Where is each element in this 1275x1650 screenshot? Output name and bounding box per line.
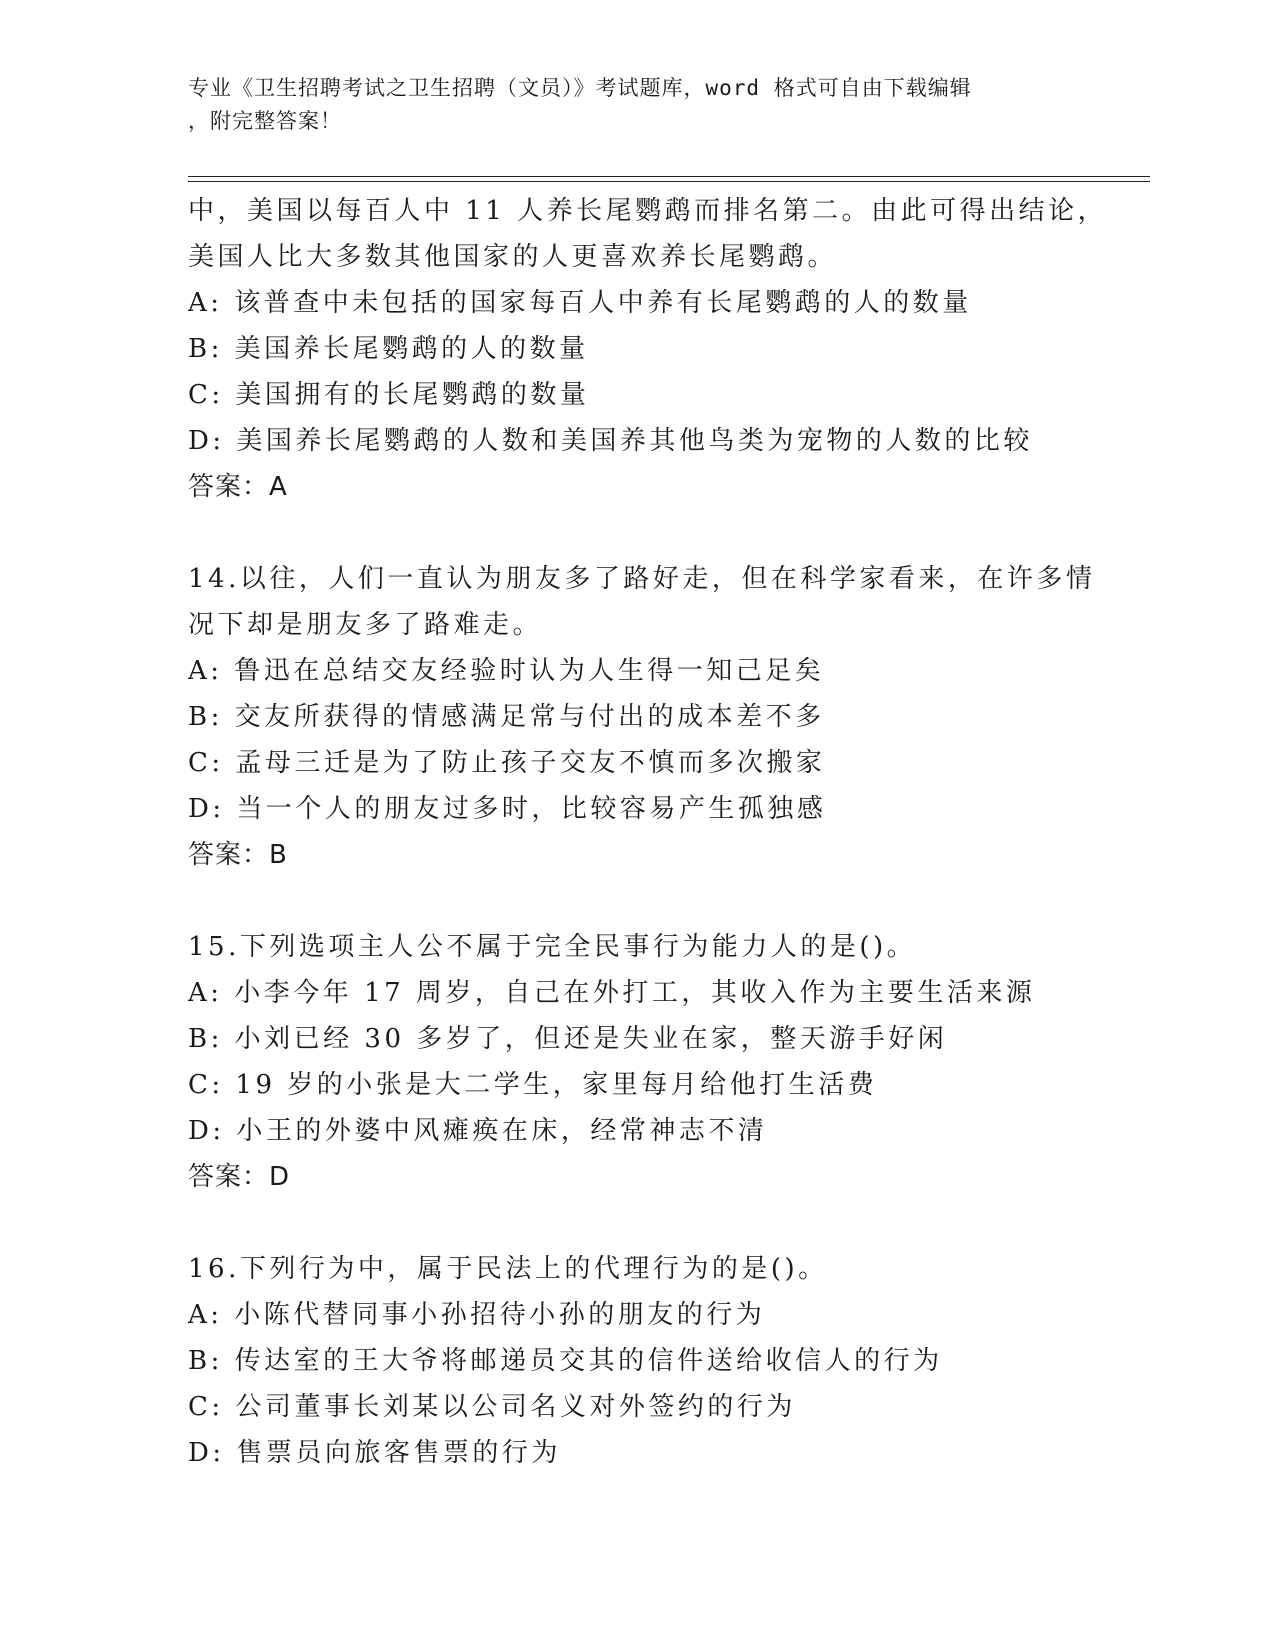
question-16 <box>188 1246 1088 1476</box>
question-stem: 美国人比大多数其他国家的人更喜欢养长尾鹦鹉。 <box>188 242 838 272</box>
question-stem: 况下却是朋友多了路难走。 <box>188 610 543 640</box>
option-c: C: 19 岁的小张是大二学生，家里每月给他打生活费 <box>188 1070 878 1100</box>
option-d: D: 售票员向旅客售票的行为 <box>188 1438 561 1468</box>
option-c: C: 孟母三迁是为了防止孩子交友不慎而多次搬家 <box>188 748 826 778</box>
answer: 答案：B <box>188 840 288 870</box>
answer: 答案：A <box>188 472 288 502</box>
header-divider-top <box>188 176 1150 177</box>
option-a: A: 小李今年 17 周岁，自己在外打工，其收入作为主要生活来源 <box>188 978 1036 1008</box>
question-15 <box>188 924 1088 1200</box>
question-list <box>188 188 1108 1476</box>
option-b: B: 美国养长尾鹦鹉的人的数量 <box>188 334 589 364</box>
option-a: A: 该普查中未包括的国家每百人中养有长尾鹦鹉的人的数量 <box>188 288 972 318</box>
question-14 <box>188 556 1096 878</box>
option-d: D: 美国养长尾鹦鹉的人数和美国养其他鸟类为宠物的人数的比较 <box>188 426 1033 456</box>
option-a: A: 鲁迅在总结交友经验时认为人生得一知己足矣 <box>188 656 825 686</box>
header-divider-bottom <box>188 181 1150 182</box>
question-stem: 14.以往，人们一直认为朋友多了路好走，但在科学家看来，在许多情 <box>188 564 1096 594</box>
option-b: B: 交友所获得的情感满足常与付出的成本差不多 <box>188 702 825 732</box>
option-d: D: 当一个人的朋友过多时，比较容易产生孤独感 <box>188 794 827 824</box>
spacer <box>188 878 1088 924</box>
option-c: C: 公司董事长刘某以公司名义对外签约的行为 <box>188 1392 796 1422</box>
question-stem: 15.下列选项主人公不属于完全民事行为能力人的是()。 <box>188 932 917 962</box>
spacer <box>188 510 1088 556</box>
option-a: A: 小陈代替同事小孙招待小孙的朋友的行为 <box>188 1300 766 1330</box>
question-stem: 中，美国以每百人中 11 人养长尾鹦鹉而排名第二。由此可得出结论， <box>188 196 1108 226</box>
document-header <box>188 72 1088 138</box>
header-line-2: ，附完整答案！ <box>188 109 342 133</box>
option-b: B: 小刘已经 30 多岁了，但还是失业在家，整天游手好闲 <box>188 1024 948 1054</box>
spacer <box>188 1200 1088 1246</box>
question-stem: 16.下列行为中，属于民法上的代理行为的是()。 <box>188 1254 828 1284</box>
option-b: B: 传达室的王大爷将邮递员交其的信件送给收信人的行为 <box>188 1346 943 1376</box>
header-line-1: 专业《卫生招聘考试之卫生招聘（文员）》考试题库，word 格式可自由下载编辑 <box>188 76 972 100</box>
question-13 <box>188 188 1108 510</box>
option-c: C: 美国拥有的长尾鹦鹉的数量 <box>188 380 590 410</box>
answer: 答案：D <box>188 1162 291 1192</box>
option-d: D: 小王的外婆中风瘫痪在床，经常神志不清 <box>188 1116 768 1146</box>
